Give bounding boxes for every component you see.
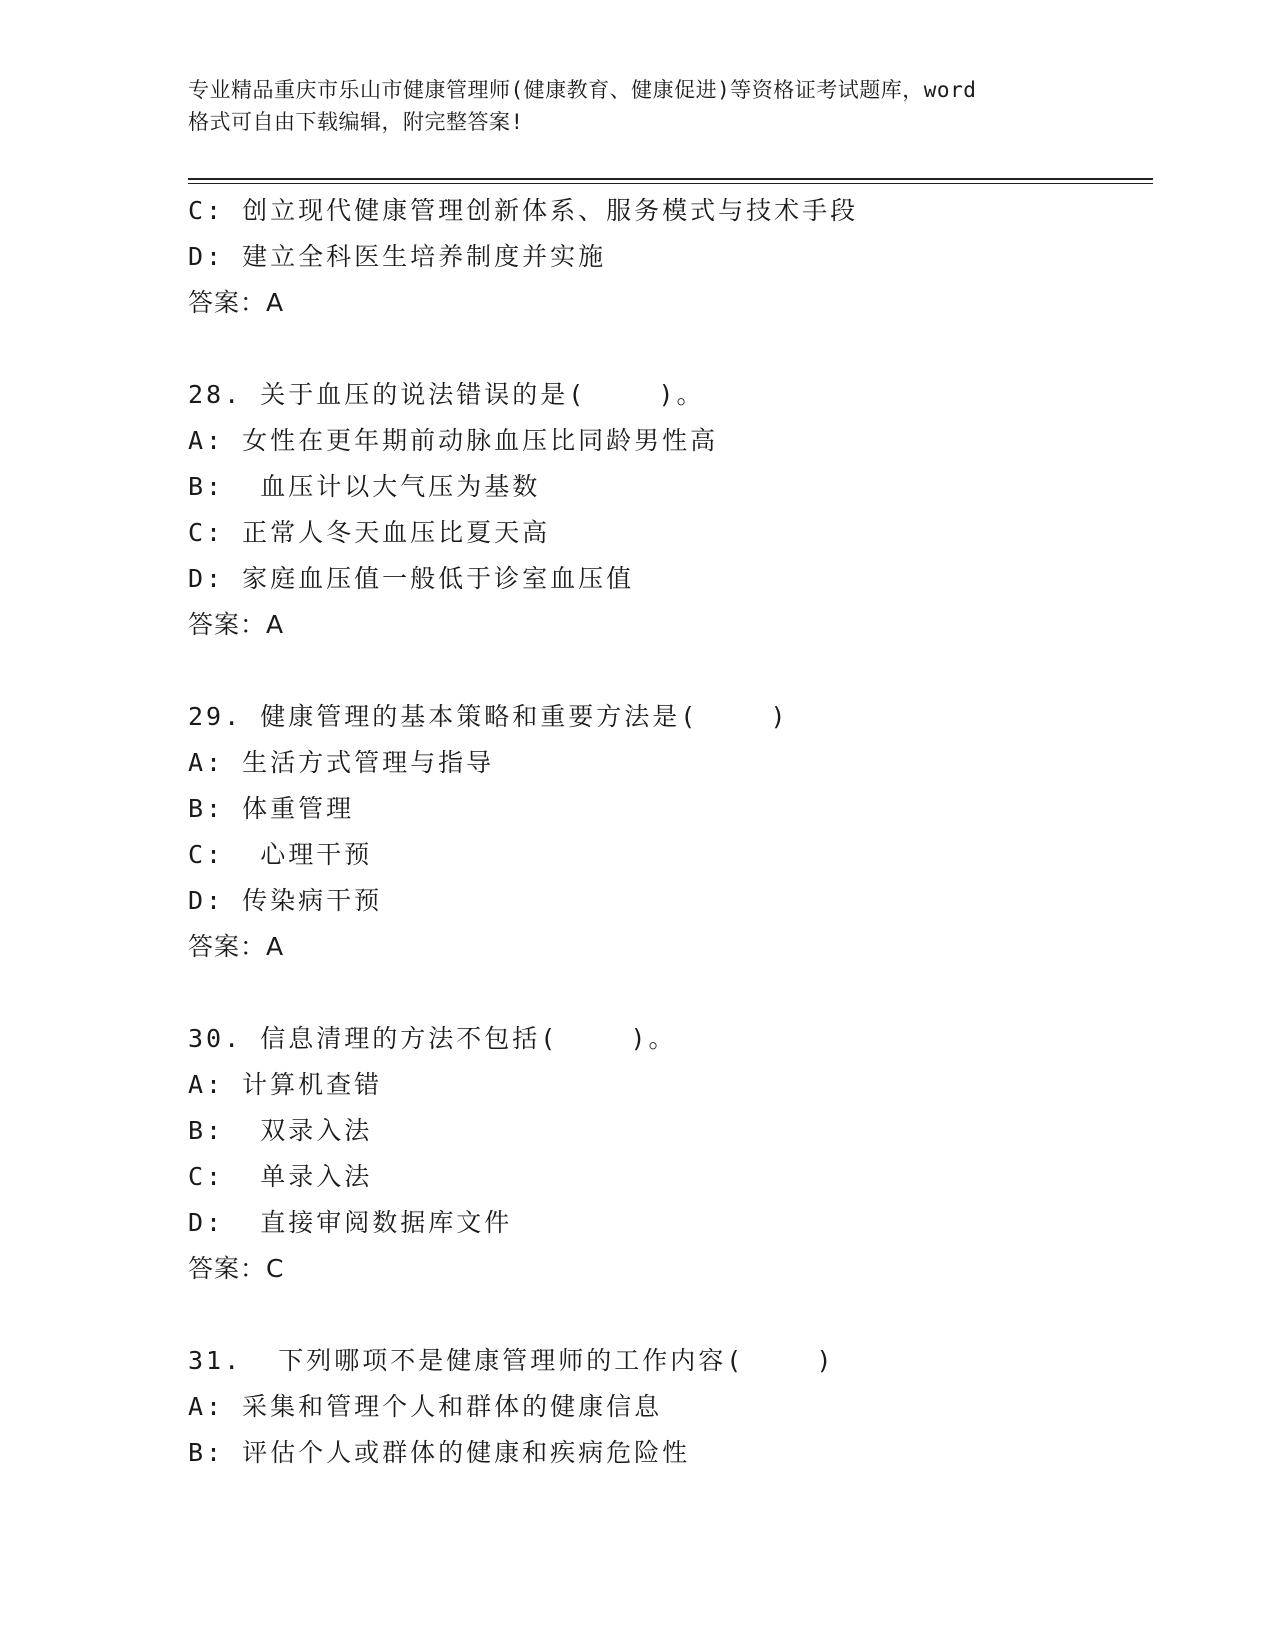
- spacer: [188, 970, 1148, 1016]
- q31-option-a: A: 采集和管理个人和群体的健康信息: [188, 1392, 663, 1421]
- spacer: [188, 648, 1148, 694]
- q27-option-d: D: 建立全科医生培养制度并实施: [188, 242, 607, 271]
- q31-option-b: B: 评估个人或群体的健康和疾病危险性: [188, 1438, 691, 1467]
- q31-stem: 31. 下列哪项不是健康管理师的工作内容( ): [188, 1346, 835, 1375]
- header-divider-thick: [188, 178, 1153, 180]
- spacer: [188, 1292, 1148, 1338]
- q29-stem: 29. 健康管理的基本策略和重要方法是( ): [188, 702, 789, 731]
- q29-answer: 答案：A: [188, 932, 285, 961]
- q30-answer: 答案：C: [188, 1254, 285, 1283]
- spacer: [188, 326, 1148, 372]
- q30-option-b: B: 双录入法: [188, 1116, 373, 1145]
- question-content: [188, 188, 1148, 1476]
- header-divider-thin: [188, 183, 1153, 184]
- q28-option-b: B: 血压计以大气压为基数: [188, 472, 541, 501]
- q30-option-c: C: 单录入法: [188, 1162, 373, 1191]
- q28-option-c: C: 正常人冬天血压比夏天高: [188, 518, 551, 547]
- q30-option-d: D: 直接审阅数据库文件: [188, 1208, 513, 1237]
- q28-answer: 答案：A: [188, 610, 285, 639]
- q30-option-a: A: 计算机查错: [188, 1070, 383, 1099]
- document-header: [188, 74, 1088, 138]
- q29-option-d: D: 传染病干预: [188, 886, 383, 915]
- q27-option-c: C: 创立现代健康管理创新体系、服务模式与技术手段: [188, 196, 859, 225]
- q29-option-a: A: 生活方式管理与指导: [188, 748, 495, 777]
- q27-answer: 答案：A: [188, 288, 285, 317]
- q29-option-b: B: 体重管理: [188, 794, 355, 823]
- header-line-2: 格式可自由下载编辑，附完整答案!: [188, 110, 524, 134]
- q28-option-d: D: 家庭血压值一般低于诊室血压值: [188, 564, 635, 593]
- q30-stem: 30. 信息清理的方法不包括( )。: [188, 1024, 677, 1053]
- header-line-1: 专业精品重庆市乐山市健康管理师(健康教育、健康促进)等资格证考试题库，word: [188, 78, 977, 102]
- q28-option-a: A: 女性在更年期前动脉血压比同龄男性高: [188, 426, 719, 455]
- q29-option-c: C: 心理干预: [188, 840, 373, 869]
- q28-stem: 28. 关于血压的说法错误的是( )。: [188, 380, 705, 409]
